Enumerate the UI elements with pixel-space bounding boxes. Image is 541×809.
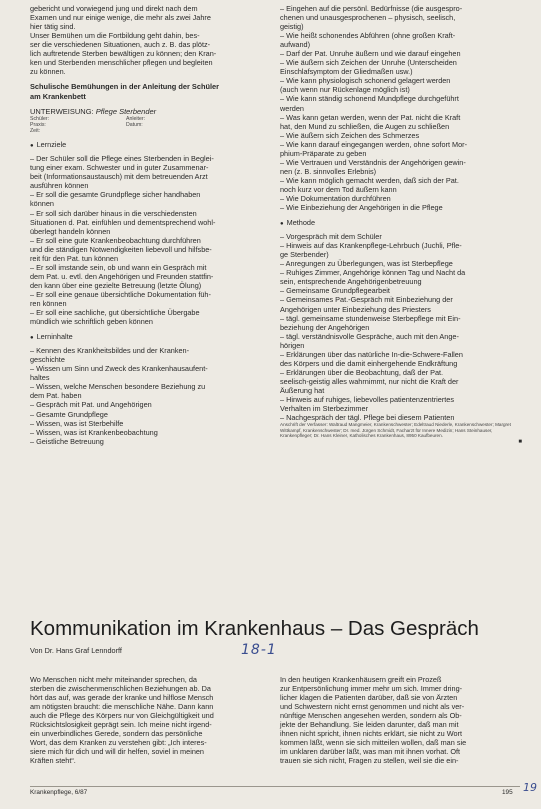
right-column [280, 4, 524, 446]
unterweisung-line [30, 107, 274, 116]
methode-list: – Vorgespräch mit dem Schüler – Hinweis auf das Krankenpflege-Lehrbuch (Juchli, Pfle- ge Sterbender) – Anregungen zu Überlegungen, was ist Sterbepflege – Ruhiges Zimmer, Angehörige können Tag und Nacht da sein, entsprechende Angehörigenbetreuung – Gemeinsame Grundpflegearbeit – Gemeinsames Pat.-Gespräch mit Einbeziehung der Angehörigen unter Einbeziehung des Priesters – tägl. gemeinsame stundenweise Sterbepflege mit Ein- beziehung der Angehörigen – tägl. verständnisvolle Gespräche, auch mit den Ange- hörigen – Erklärungen über das natürliche In-die-Schwere-Fallen des Körpers und die damit einhergehende Endkräftung – Erklärungen über die Beobachtung, daß der Pat. seelisch-geistig alles wahrnimmt, nur nicht die Kraft der Äußerung hat – Hinweis auf ruhiges, liebevolles patientenzentriertes Verhalten im Sterbezimmer – Nachgespräch der tägl. Pflege bei diesem Patienten [280, 232, 466, 423]
meta-fields [30, 116, 274, 134]
intro-paragraph: gebericht und vorwiegend jung und direkt nach dem Examen und nur einige wenige, die mehr als zwei Jahre hier tätig sind. [30, 4, 211, 32]
lerninhalte-list: – Kennen des Krankheitsbildes und der Kranken- geschichte – Wissen um Sinn und Zweck des Krankenhausaufent- haltes – Wissen, welche Menschen besondere Beziehung zu dem Pat. haben – Gespräch mit Pat. und Angehörigen – Gesamte Grundpflege – Wissen, was ist Sterbehilfe – Wissen, was ist Krankenbeobachtung – Geistliche Betreuung [30, 346, 208, 446]
pflege-list: – Eingehen auf die persönl. Bedürfnisse (die ausgespro- chenen und unausgesprochenen – physisch, seelisch, geistig) – Wie heißt schonendes Abführen (ohne großen Kraft- aufwand) – Darf der Pat. Unruhe äußern und wie darauf eingehen – Wie äußern sich Zeichen der Unruhe (Unterscheiden Einschlafsymptom der Gliedmaßen usw.) – Wie kann physiologisch schonend gelagert werden (auch wenn nur Rückenlage möglich ist) – Wie kann ständig schonend Mundpflege durchgeführt werden – Was kann getan werden, wenn der Pat. nicht die Kraft hat, den Mund zu schließen, die Augen zu schließen – Wie äußern sich Zeichen des Schmerzes – Wie kann darauf eingegangen werden, ohne sofort Mor- phium-Präparate zu geben – Wie Vertrauen und Verständnis der Angehörigen gewin- nen (z. B. sinnvolles Erlebnis) – Wie kann möglich gemacht werden, daß sich der Pat. noch kurz vor dem Tod äußern kann – Wie Dokumentation durchführen – Wie Einbeziehung der Angehörigen in die Pflege [280, 4, 467, 213]
end-mark: ■ [518, 439, 522, 446]
article-title: Kommunikation im Krankenhaus – Das Gespräch [30, 617, 479, 640]
unterweisung-label: UNTERWEISUNG: [30, 106, 94, 116]
article-byline: Von Dr. Hans Graf Lenndorff [30, 646, 122, 655]
lernziele-heading: ● Lernziele [30, 140, 274, 151]
handwritten-page-mark: 19 [523, 781, 537, 794]
footer-rule [30, 786, 520, 787]
left-column [30, 4, 274, 446]
journal-reference: Krankenpflege, 6/87 [30, 789, 88, 796]
lernziele-list: – Der Schüler soll die Pflege eines Sterbenden in Beglei- tung einer exam. Schwester und in guter Zusammenar- beit (Informationsaustausch) mit dem betreuenden Arzt ausführen können – Er soll die gesamte Grundpflege sicher handhaben können – Er soll sich darüber hinaus in die verschiedensten Situationen d. Pat. einfühlen und dementsprechend wohl- überlegt handeln können – Er soll eine gute Krankenbeobachtung durchführen und die ständigen Notwendigkeiten liebevoll und hilfsbe- reit für den Pat. tun können – Er soll imstande sein, ob und wann ein Gespräch mit dem Pat. u. evtl. den Angehörigen und Freunden stattfin- den kann über eine gezielte Betreuung (letzte Ölung) – Er soll eine genaue übersichtliche Dokumentation füh- ren können – Er soll eine sachliche, gut übersichtliche Übergabe mündlich wie schriftlich geben können [30, 154, 216, 327]
unterweisung-title: Pflege Sterbender [95, 106, 157, 116]
methode-heading: ● Methode [280, 218, 524, 229]
author-footnote: Anschrift der Verfasser: Waltraud Mangmeier, Krankenschwester; Edeltraud Niederle, Krankenschwester; Margret Wittkampf, Krankenschwester; Dr. med. Jürgen Schmidt, Facharzt für Innere Medizin; Hans Steinhauser, Krankenpfleger; Dr. Hans Kleiner, Katholisches Krankenhaus, 8950 Kaufbeuren. [280, 422, 511, 438]
meta-fields-right: Anleiter: Datum: [126, 116, 146, 129]
handwritten-note: 18-1 [241, 642, 277, 658]
article-column-2: In den heutigen Krankenhäusern greift ein Prozeß zur Entpersönlichung immer mehr um sich. Immer dring- licher klagen die Patienten darüber, daß sie von Ärzten und Schwestern nicht ernst genommen und nicht als ver- nünftige Menschen angesehen werden, sondern als Ob- jekte der Behandlung. Sie leiden darunter, daß man mit ihnen nicht spricht, ihnen nichts erklärt, sie nicht zu Wort kommen läßt, wenn sie sich mitteilen wollen, daß man sie im unklaren darüber läßt, was man mit ihnen vorhat. Oft trauen sie sich nicht, Fragen zu stellen, weil sie die ein- [280, 675, 467, 766]
page-number: 195 [502, 789, 513, 796]
article-column-1: Wo Menschen nicht mehr miteinander sprechen, da sterben die zwischenmenschlichen Beziehungen ab. Da hört das auf, was gerade der kranke und hilflose Mensch am nötigsten braucht: die menschliche Nähe. Dann kann auch die Pflege des Körpers nur von Gleichgültigkeit und Rücksichtslosigkeit geprägt sein. Ich meine nicht irgend- ein unverbindliches Gerede, sondern das persönliche Wort, das dem Kranken zu verstehen gibt: „Ich interes- siere mich für dich und will dir helfen, soviel in meinen Kräften steht“. [30, 675, 214, 766]
meta-fields-left: Schüler: Praxis: Zeit: [30, 116, 50, 135]
body-paragraph: Unser Bemühen um die Fortbildung geht dahin, bes- ser die verschiedenen Situationen, auch z. B. das plötz- lich auftretende Sterben bewältigen zu können; den Kran- ken und Sterbenden menschlicher pflegen und begleiten zu können. [30, 31, 217, 77]
lerninhalte-heading: ● Lerninhalte [30, 332, 274, 343]
section-subhead: Schulische Bemühungen in der Anleitung der Schüler am Krankenbett [30, 82, 220, 101]
